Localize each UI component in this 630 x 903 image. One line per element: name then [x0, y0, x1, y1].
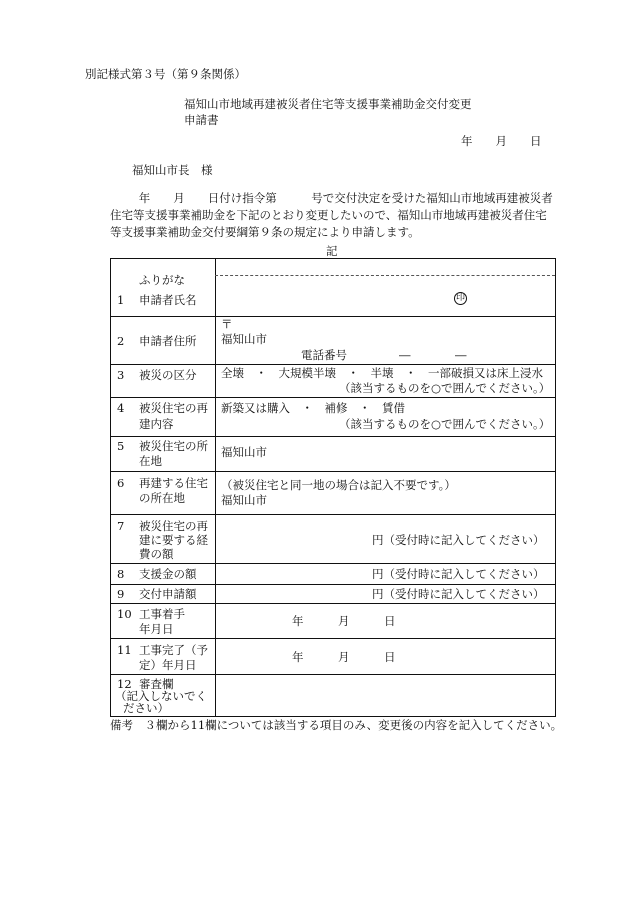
- phone-label: 電話番号: [301, 348, 347, 362]
- damaged-house-location-label: 被災住宅の所: [139, 439, 208, 453]
- column-divider: [215, 259, 216, 716]
- phone-separator: ―: [455, 348, 467, 362]
- row-divider: [111, 436, 555, 437]
- row-divider: [111, 514, 555, 515]
- ki-heading: 記: [326, 244, 338, 258]
- review-label: （記入しないでく: [115, 689, 207, 703]
- row-number: 3: [117, 368, 125, 382]
- rebuild-content-label: 建内容: [139, 417, 174, 431]
- new-house-city: 福知山市: [221, 493, 267, 507]
- row-divider: [111, 674, 555, 675]
- review-label: 審査欄: [139, 677, 174, 691]
- furigana-label: ふりがな: [139, 273, 185, 287]
- rebuild-content-options: 新築又は購入 ・ 補修 ・ 賃借: [221, 401, 405, 415]
- support-amount-label: 支援金の額: [139, 567, 197, 581]
- work-start-date: 年 月 日: [292, 614, 396, 628]
- row-number: 8: [117, 567, 125, 581]
- support-amount-value: 円（受付時に記入してください）: [372, 567, 545, 581]
- title-line-2: 申請書: [184, 113, 219, 127]
- row-divider: [111, 603, 555, 604]
- rebuild-cost-label: 費の額: [139, 547, 174, 561]
- address-city: 福知山市: [221, 332, 267, 346]
- furigana-divider: [215, 275, 555, 276]
- applicant-address-label: 申請者住所: [139, 334, 197, 348]
- application-form-table: [110, 258, 556, 717]
- row-number: 7: [117, 519, 125, 533]
- new-house-location-note: （被災住宅と同一地の場合は記入不要です。）: [221, 478, 456, 492]
- new-house-location-label: の所在地: [139, 491, 185, 505]
- grant-request-value: 円（受付時に記入してください）: [372, 587, 545, 601]
- form-label: 別記様式第３号（第９条関係）: [85, 67, 246, 81]
- rebuild-content-note: （該当するものを○で囲んでください。）: [339, 417, 551, 431]
- row-divider: [111, 397, 555, 398]
- rebuild-content-label: 被災住宅の再: [139, 401, 208, 415]
- row-number: 5: [117, 439, 125, 453]
- rebuild-cost-value: 円（受付時に記入してください）: [372, 533, 545, 547]
- row-number: 1: [117, 293, 125, 307]
- damaged-house-location-label: 在地: [139, 454, 162, 468]
- intro-paragraph: 年 月 日付け指令第 号で交付決定を受けた福知山市地域再建被災者住宅等支援事業補助金を下記のとおり変更したいので、福知山市地域再建被災者住宅等支援事業補助金交付要綱第９条の規定により申請します。: [110, 191, 553, 239]
- row-divider: [111, 471, 555, 472]
- new-house-location-label: 再建する住宅: [139, 476, 208, 490]
- row-number: 4: [117, 401, 125, 415]
- addressee: 福知山市長 様: [132, 163, 213, 177]
- postal-mark: 〒: [221, 317, 233, 331]
- row-divider: [111, 364, 555, 365]
- row-number: 10: [117, 607, 132, 621]
- work-completion-date: 年 月 日: [292, 650, 396, 664]
- damage-category-label: 被災の区分: [139, 368, 197, 382]
- row-number: 9: [117, 587, 125, 601]
- application-date: 年 月 日: [461, 134, 542, 148]
- title-line-1: 福知山市地域再建被災者住宅等支援事業補助金交付変更: [184, 97, 472, 111]
- work-start-label: 工事着手: [139, 607, 185, 621]
- work-completion-label: 定）年月日: [139, 658, 197, 672]
- work-completion-label: 工事完了（予: [139, 643, 208, 657]
- row-number: 6: [117, 476, 125, 490]
- phone-separator: ―: [399, 348, 411, 362]
- applicant-name-label: 申請者氏名: [139, 293, 197, 307]
- rebuild-cost-label: 被災住宅の再: [139, 519, 208, 533]
- damaged-house-city: 福知山市: [221, 445, 267, 459]
- row-number: 11: [117, 643, 132, 657]
- rebuild-cost-label: 建に要する経: [139, 533, 208, 547]
- grant-request-label: 交付申請額: [139, 587, 197, 601]
- work-start-label: 年月日: [139, 622, 174, 636]
- row-divider: [111, 584, 555, 585]
- damage-category-note: （該当するものを○で囲んでください。）: [339, 381, 551, 395]
- remarks: 備考 ３欄から11欄については該当する項目のみ、変更後の内容を記入してください。: [110, 718, 563, 732]
- review-label: ださい）: [123, 701, 169, 715]
- damage-category-options: 全壊 ・ 大規模半壊 ・ 半壊 ・ 一部破損又は床上浸水: [221, 366, 543, 380]
- row-number: 12: [117, 677, 132, 691]
- row-divider: [111, 316, 555, 317]
- row-divider: [111, 638, 555, 639]
- seal-mark: 印: [455, 293, 465, 303]
- row-divider: [111, 563, 555, 564]
- row-number: 2: [117, 334, 125, 348]
